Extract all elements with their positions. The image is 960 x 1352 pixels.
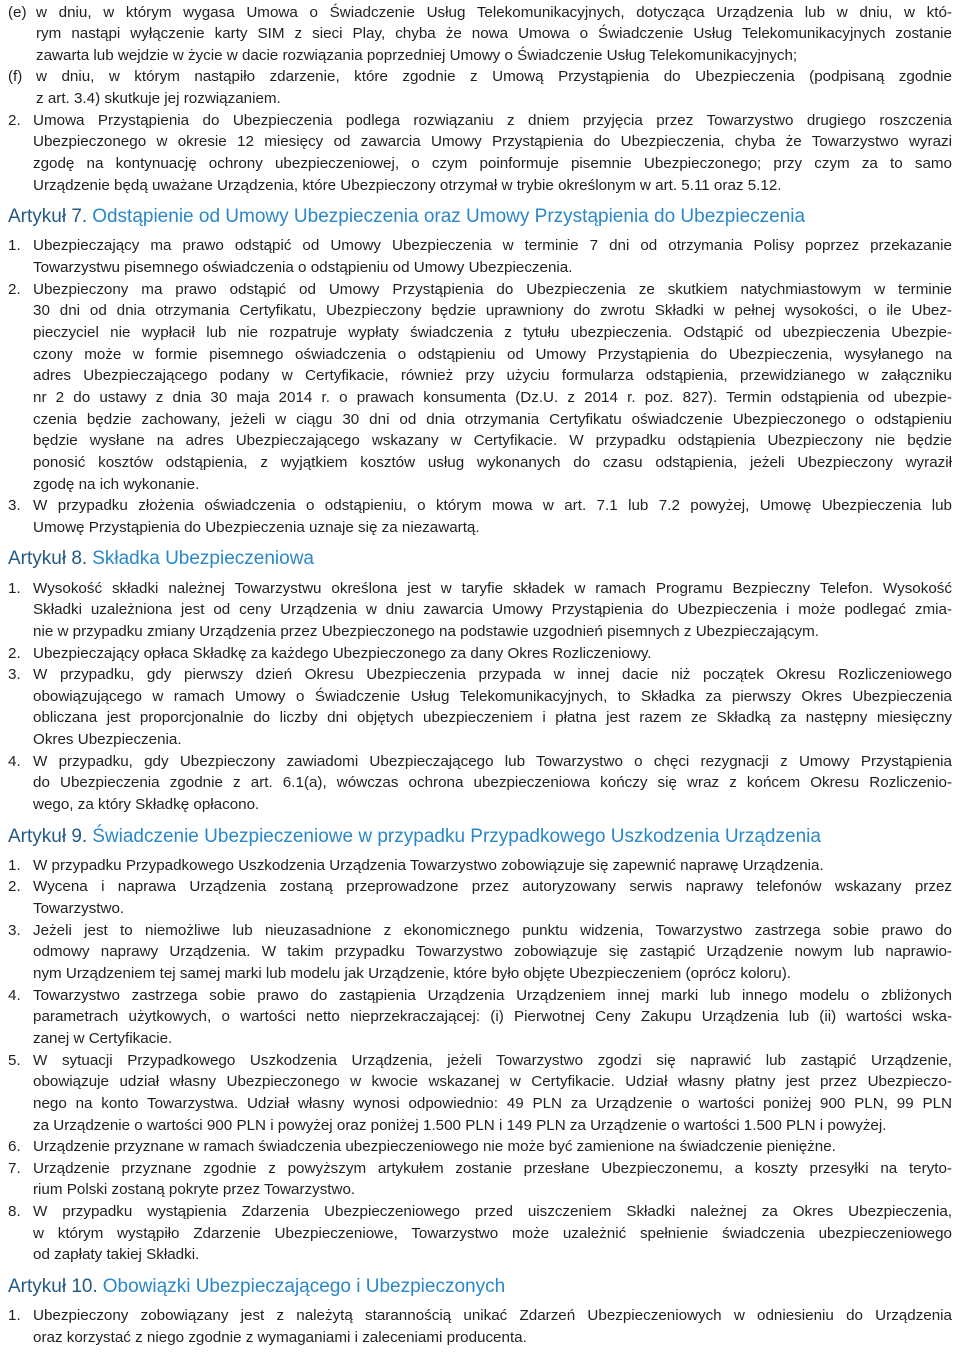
text-line: W sytuacji Przypadkowego Uszkodzenia Urządzenia, jeżeli Towarzystwo zgodzi się naprawić lub zastąpić Urządzenie, [33,1051,952,1069]
text-line: Wycena i naprawa Urządzenia zostaną przeprowadzone przez autoryzowany serwis naprawy telefonów wskazany przez [33,878,952,896]
article-heading [8,1266,952,1305]
article-number: Artykuł 9. [8,825,88,847]
text-line: wego, za który Składkę opłacono. [33,796,260,814]
text-line: W przypadku, gdy pierwszy dzień Okresu Ubezpieczenia przypada w innej dacie niż początek Okresu Rozliczeniowego [33,666,952,684]
item-number: 4. [8,752,21,770]
text-line: zgodę na ich wykonanie. [33,475,200,493]
item-number: 1. [8,1307,21,1325]
text-line: zanej w Certyfikacie. [33,1029,173,1047]
item-letter: (e) [8,3,27,21]
article-title: Odstąpienie od Umowy Ubezpieczenia oraz Umowy Przystąpienia do Ubezpieczenia [92,206,806,228]
text-line: parametrach użytkowych, o wartości netto nieprzekraczającej: (i) Pierwotnej Ceny Zakupu Urządzenia lub (ii) wartości wska- [33,1008,952,1026]
text-line: W przypadku złożenia oświadczenia o odstąpieniu, o którym mowa w art. 7.1 lub 7.2 powyżej, Umowę Ubezpieczenia lub [33,497,952,515]
text-line: ponosić kosztów odstąpienia, z wyjątkiem kosztów usług wykonanych do czasu odstąpienia, jeżeli Ubezpieczony wyraził [33,453,952,471]
text-line: Umowa Przystąpienia do Ubezpieczenia podlega rozwiązaniu z dniem przyjęcia przez Towarzystwo drugiego roszczenia [33,111,952,129]
list-item [8,751,952,816]
text-line: pieczyciel nie wypłacił lub nie rozpatruje wypłaty świadczenia z tytułu ubezpieczenia. Odstąpić od ubezpieczenia Ubezpie- [33,324,952,342]
text-line: 30 dni od dnia otrzymania Certyfikatu, Ubezpieczony będzie uprawniony do zwrotu Składki w pełnej wysokości, o ile Ubez- [33,302,952,320]
text-line: Towarzystwo zastrzega sobie prawo do zastąpienia Urządzenia Urządzeniem innej marki lub innego modelu o zbliżonych [33,986,952,1004]
article-heading [8,816,952,855]
text-line: nym Urządzeniem tej samej marki lub modelu jak Urządzenie, które było objęte Ubezpieczeniem (oprócz koloru). [33,965,792,983]
text-line: od zapłaty takiej Składki. [33,1246,200,1264]
list-item [8,1050,952,1137]
text-line: w którym wystąpiło Zdarzenie Ubezpieczeniowe, Towarzystwo może uzależnić spełnienie świadczenia ubezpieczeniowego [33,1224,952,1242]
text-line: Urządzenie przyznane w ramach świadczenia ubezpieczeniowego nie może być zamienione na świadczenie pieniężne. [33,1138,836,1156]
list-item [8,664,952,751]
text-line: Ubezpieczony ma prawo odstąpić od Umowy Przystąpienia do Ubezpieczenia ze skutkiem natychmiastowym w terminie [33,280,952,298]
text-line: Wysokość składki należnej Towarzystwu określona jest w taryfie składek w ramach Programu Bezpieczny Telefon. Wysokość [33,579,952,597]
text-line: nie w przypadku zmiany Urządzenia przez Ubezpieczonego na podstawie uzgodnień pisemnych z Ubezpieczającym. [33,622,819,640]
item-number: 7. [8,1159,21,1177]
text-line: Towarzystwu pisemnego oświadczenia o odstąpieniu od Umowy Ubezpieczenia. [33,259,573,277]
item-number: 2. [8,878,21,896]
list-item [8,2,952,67]
list-item [8,643,952,665]
item-letter: (f) [8,68,23,86]
text-line: Ubezpieczonego w okresie 12 miesięcy od zawarcia Umowy Przystąpienia do Ubezpieczenia, chyba że Towarzystwo wyrazi [33,133,952,151]
article-number: Artykuł 8. [8,548,88,570]
text-line: nr 2 do ustawy z dnia 30 maja 2014 r. o prawach konsumenta (Dz.U. z 2014 r. poz. 827). Termin odstąpienia od ubezpie- [33,388,952,406]
text-line: Umowę Przystąpienia do Ubezpieczenia uznaje się za niezawartą. [33,518,480,536]
article-heading [8,538,952,577]
text-line: rium Polski zostaną pokryte przez Towarzystwo. [33,1181,356,1199]
article-number: Artykuł 7. [8,206,88,228]
text-line: Urządzenie przyznane zgodnie z powyższym artykułem zostanie przesłane Ubezpieczonemu, a koszty przesyłki na teryto- [33,1159,952,1177]
text-line: zgodę na kontynuację ochrony ubezpieczeniowej, o czym poinformuje pisemnie Ubezpieczonego; przy czym za to samo [33,154,952,172]
item-number: 8. [8,1203,21,1221]
text-line: adres Ubezpieczającego podany w Certyfikacie, również przy użyciu formularza odstąpienia, przewidzianego w załączniku [33,367,952,385]
list-item [8,1305,952,1348]
text-line: odmowy naprawy Urządzenia. W takim przypadku Towarzystwo zobowiązuje się zastąpić Urządzenie nowym lub naprawio- [33,943,952,961]
article-section [8,538,952,815]
article-section [8,196,952,538]
list-item [8,1136,952,1158]
list-item [8,110,952,197]
text-line: za Urządzenie o wartości 900 PLN i powyżej oraz poniżej 1.500 PLN i 149 PLN za Urządzenie o wartości 1.500 PLN i powyżej. [33,1116,887,1134]
text-line: będzie wysłane na adres Ubezpieczającego wskazany w Certyfikacie. W przypadku odstąpienia Ubezpieczony nie będzie [33,432,952,450]
list-item [8,920,952,985]
text-line: czenia będzie zachowany, jeżeli w ciągu 30 dni od dnia otrzymania Certyfikatu oświadczenie Ubezpieczonego o odstąpieniu [33,410,952,428]
item-number: 1. [8,579,21,597]
text-line: Towarzystwo. [33,900,125,918]
list-item [8,578,952,643]
item-number: 1. [8,856,21,874]
text-line: do Ubezpieczenia zgodnie z art. 6.1(a), wówczas ochrona ubezpieczeniowa kończy się wraz z końcem Okresu Rozliczenio- [33,774,952,792]
list-item [8,1158,952,1201]
item-number: 2. [8,280,21,298]
intro-section [8,2,952,197]
item-number: 2. [8,644,21,662]
item-number: 3. [8,666,21,684]
text-line: obowiązującego w ramach Umowy o Świadczenie Usług Telekomunikacyjnych, to Składka za pierwszy Okres Ubezpieczenia [33,687,952,705]
list-item [8,279,952,495]
item-number: 2. [8,111,21,129]
text-line: obliczana jest proporcjonalnie do liczby dni objętych ubezpieczeniem i płatna jest razem ze Składką za następny miesięczny [33,709,952,727]
list-item [8,66,952,109]
item-number: 1. [8,237,21,255]
text-line: Ubezpieczający opłaca Składkę za każdego Ubezpieczonego za dany Okres Rozliczeniowy. [33,644,652,662]
item-number: 3. [8,497,21,515]
text-line: zawarta lub wejdzie w życie w dacie rozwiązania poprzedniej Umowy o Świadczenie Usług Telekomunikacyjnych; [36,46,798,64]
list-item [8,876,952,919]
item-number: 3. [8,921,21,939]
item-number: 4. [8,986,21,1004]
text-line: nego na konto Towarzystwa. Udział własny wynosi odpowiednio: 49 PLN za Urządzenie o wartości poniżej 900 PLN, 99 PLN [33,1094,952,1112]
text-line: W przypadku wystąpienia Zdarzenia Ubezpieczeniowego przed uiszczeniem Składki należnej za Okres Ubezpieczenia, [33,1203,952,1221]
list-item [8,985,952,1050]
list-item [8,235,952,278]
article-number: Artykuł 10. [8,1276,98,1298]
article-title: Obowiązki Ubezpieczającego i Ubezpieczonych [102,1276,506,1298]
text-line: rym nastąpi wyłączenie karty SIM z sieci Play, chyba że nowa Umowa o Świadczenie Usług Telekomunikacyjnych zostanie [36,25,952,43]
item-number: 6. [8,1138,21,1156]
text-line: oraz korzystać z niego zgodnie z wymaganiami i zaleceniami producenta. [33,1328,527,1346]
list-item [8,495,952,538]
text-line: Okres Ubezpieczenia. [33,731,182,749]
text-line: Urządzenie będą uważane Urządzenia, które Ubezpieczony otrzymał w trybie określonym w art. 5.11 oraz 5.12. [33,176,782,194]
list-item [8,855,952,877]
text-line: w dniu, w którym wygasa Umowa o Świadczenie Usług Telekomunikacyjnych, dotycząca Urządzenia lub w dniu, w któ- [36,3,952,21]
article-heading [8,196,952,235]
text-line: w dniu, w którym nastąpiło zdarzenie, które zgodnie z Umową Przystąpienia do Ubezpieczenia (podpisaną zgodnie [36,68,952,86]
text-line: z art. 3.4) skutkuje jej rozwiązaniem. [36,90,281,108]
text-line: czony może w formie pisemnego oświadczenia o odstąpieniu od Umowy Przystąpienia do Ubezpieczenia, wysyłanego na [33,345,952,363]
text-line: W przypadku, gdy Ubezpieczony zawiadomi Ubezpieczającego lub Towarzystwo o chęci rezygnacji z Umowy Przystąpienia [33,752,952,770]
article-title: Świadczenie Ubezpieczeniowe w przypadku Przypadkowego Uszkodzenia Urządzenia [92,825,821,847]
list-item [8,1201,952,1266]
item-number: 5. [8,1051,21,1069]
text-line: Jeżeli jest to niemożliwe lub nieuzasadnione z ekonomicznego punktu widzenia, Towarzystwo zastrzega sobie prawo do [33,921,952,939]
text-line: Składki uzależniona jest od ceny Urządzenia w dniu zawarcia Umowy Przystąpienia do Ubezpieczenia i może podlegać zmia- [33,601,952,619]
article-section [8,1266,952,1348]
text-line: Ubezpieczający ma prawo odstąpić od Umowy Ubezpieczenia w terminie 7 dni od otrzymania Polisy poprzez przekazanie [33,237,952,255]
text-line: W przypadku Przypadkowego Uszkodzenia Urządzenia Towarzystwo zobowiązuje się zapewnić naprawę Urządzenia. [33,856,824,874]
text-line: obowiązuje udział własny Ubezpieczonego w kwocie wskazanej w Certyfikacie. Udział własny płatny jest przez Ubezpieczo- [33,1073,952,1091]
article-title: Składka Ubezpieczeniowa [92,548,314,570]
text-line: Ubezpieczony zobowiązany jest z należytą starannością unikać Zdarzeń Ubezpieczeniowych w odniesieniu do Urządzenia [33,1307,952,1325]
article-section [8,816,952,1266]
